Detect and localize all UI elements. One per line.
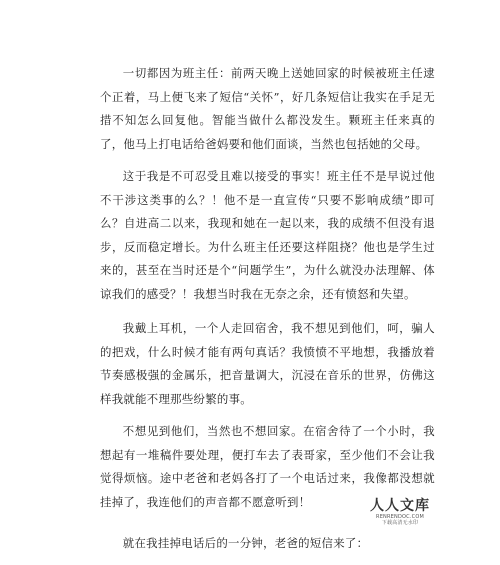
watermark-slogan: 下载高清无水印 [381, 520, 419, 526]
paragraph: 这于我是不可忍受且难以接受的事实！班主任不是早说过他不干涉这类事的么？！他不是一直宣传“只要不影响成绩”即可么？自进高二以来，我现和她在一起以来，我的成绩不但没有退步，反而稳定增长。为什么班主任还要这样阻挠？他也是学生过来的，甚至在当时还是个“问题学生”，为什么就没办法理解、体谅我们的感受？！我想当时我在无奈之余，还有愤怒和失望。 [100, 169, 435, 301]
paragraph: 就在我挂掉电话后的一分钟，老爸的短信来了： [122, 536, 369, 550]
watermark-logo [370, 498, 430, 526]
paragraph: 我戴上耳机，一个人走回宿舍，我不想见到他们，呵，骗人的把戏，什么时候才能有两句真话？我愤愤不平地想，我播放着节奏感极强的金属乐，把音量调大，沉浸在音乐的世界，仿佛这样我就能不理那些纷繁的事。 [100, 321, 435, 406]
paragraph: 一切都因为班主任：前两天晚上送她回家的时候被班主任逮个正着，马上便飞来了短信“关怀”，好几条短信让我实在手足无措不知怎么回复他。智能当做什么都没发生。颗班主任来真的了，他马上打电话给爸妈要和他们面谈，当然也包括她的父母。 [100, 66, 435, 151]
watermark-url: RENRENDOC.COM [376, 514, 424, 520]
watermark-title: 人人文库 [370, 498, 430, 514]
paragraph: 不想见到他们，当然也不想回家。在宿舍待了一个小时，我想起有一堆稿件要处理，便打车去了表哥家，至少他们不会让我觉得烦恼。途中老爸和老妈各打了一个电话过来，我像都没想就挂掉了，我连他们的声音都不愿意听到！ [100, 424, 435, 509]
